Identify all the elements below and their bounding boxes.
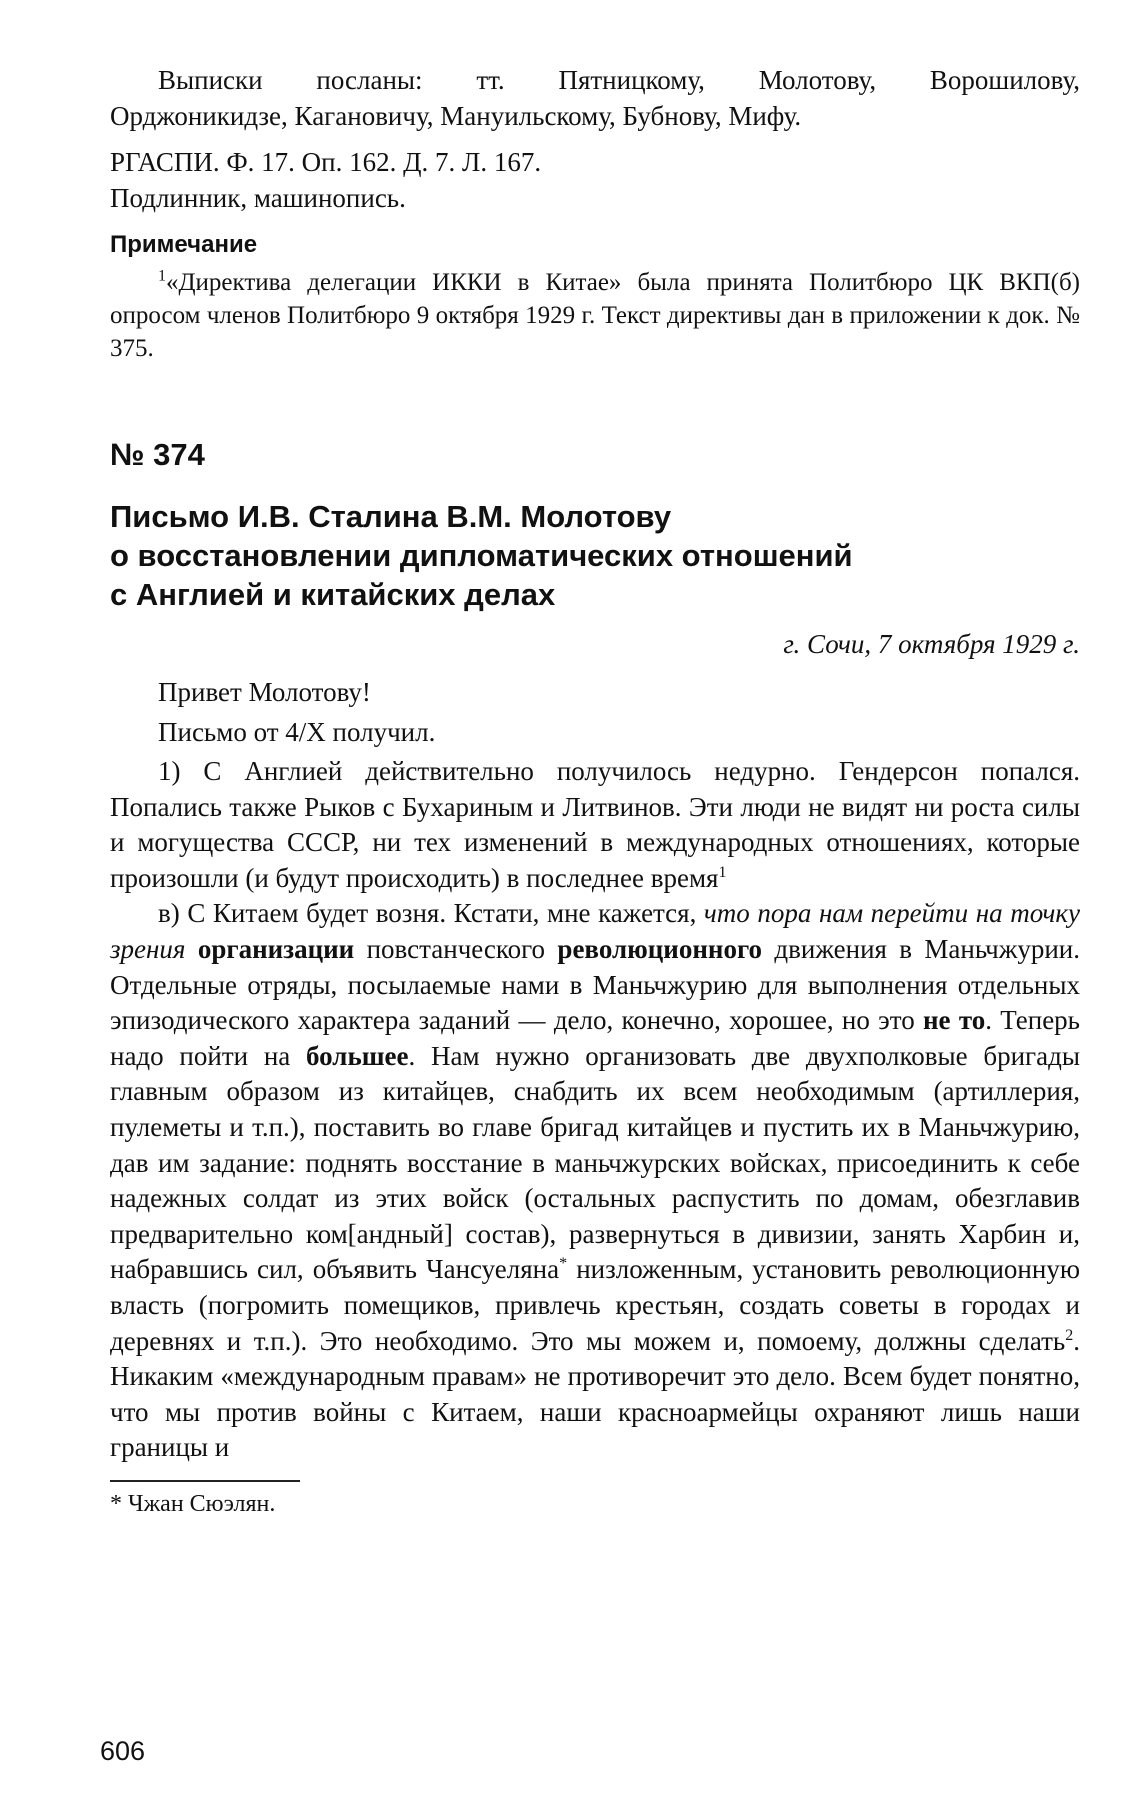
page-number: 606: [100, 1736, 146, 1766]
sent-to-line-1: Выписки посланы: тт. Пятницкому, Молотову, Ворошилову,: [158, 65, 1080, 95]
letter-body: [110, 754, 1080, 1466]
footnote-text: Чжан Сюэлян.: [122, 1490, 276, 1517]
footnote-divider: [110, 1480, 300, 1482]
note-marker: 1: [158, 267, 166, 285]
sent-to-line-2: Орджоникидзе, Кагановичу, Мануильскому, Бубнову, Мифу.: [110, 101, 802, 131]
footnote-star: *: [559, 1255, 568, 1273]
title-line-3: с Англией и китайских делах: [110, 577, 556, 612]
document-title: [110, 497, 1080, 614]
archive-reference: РГАСПИ. Ф. 17. Оп. 162. Д. 7. Л. 167.: [110, 147, 542, 177]
china-end: . Никаким «международным правам» не противоречит это дело. Всем будет понятно, что мы против войны с Китаем, наши красноармейцы охраняют лишь наши границы и: [110, 1325, 1080, 1463]
document-number: № 374: [110, 437, 205, 472]
note-heading: Примечание: [110, 231, 258, 258]
ref-marker-2: 2: [1065, 1326, 1074, 1344]
paragraph-england: [110, 754, 1080, 896]
note-text: [110, 266, 1080, 365]
letter-received: Письмо от 4/Х получил.: [158, 717, 436, 747]
paragraph-england-text: 1) С Англией действительно получилось недурно. Гендерсон попался. Попались также Рыков с Бухариным и Литвинов. Эти люди не видят ни роста силы и могущества СССР, ни тех изменений в международных отношениях, которые произошли (и будут происходить) в последнее время: [110, 756, 1080, 893]
bold-organization: организации: [197, 933, 355, 964]
bold-revolutionary: революционного: [557, 933, 763, 964]
footnote: [110, 1488, 1080, 1520]
china-mid-5: низложенным, установить революционную власть (погромить помещиков, привлечь крестьян, создать советы в городах и деревнях и т.п.). Это необходимо. Это мы можем и, помоему, должны сделать: [110, 1254, 1081, 1356]
bold-bigger: большее: [306, 1040, 409, 1071]
dateline: г. Сочи, 7 октября 1929 г.: [783, 629, 1080, 659]
paragraph-china: [110, 896, 1080, 1466]
china-space: [185, 934, 197, 964]
china-mid-3: . Теперь надо пойти на: [110, 1005, 1080, 1071]
note-body: «Директива делегации ИККИ в Китае» была принята Политбюро ЦК ВКП(б) опросом членов Политбюро 9 октября 1929 г. Текст директивы дан в приложении к док. № 375.: [110, 269, 1080, 362]
china-emphasis: что пора нам перейти на точку зрения: [110, 898, 1080, 964]
china-mid-1: повстанческого: [354, 933, 558, 964]
title-line-1: Письмо И.В. Сталина В.М. Молотову: [110, 499, 672, 534]
title-line-2: о восстановлении дипломатических отношений: [110, 538, 853, 573]
original-note: Подлинник, машинопись.: [110, 183, 406, 213]
page-content: [110, 62, 1080, 1520]
ref-marker-1: 1: [718, 863, 727, 881]
china-mid-2: движения в Маньчжурии. Отдельные отряды, посылаемые нами в Маньчжурию для выполнения отдельных эпизодического характера заданий — дело, конечно, хорошее, но это: [110, 933, 1080, 1036]
china-start: в) С Китаем будет возня. Кстати, мне кажется,: [158, 898, 704, 929]
bold-not-that: не то: [923, 1005, 986, 1036]
footnote-marker: *: [110, 1490, 122, 1517]
greeting: Привет Молотову!: [158, 677, 371, 707]
china-mid-4: . Нам нужно организовать две двухполковые бригады главным образом из китайцев, снабдить их всем необходимым (артиллерия, пулеметы и т.п.), поставить во главе бригад китайцев и пустить их в Маньчжурию, дав им задание: поднять восстание в маньчжурских войсках, присоединить к себе надежных солдат из этих войск (остальных распустить по домам, обезглавив предварительно ком[андный] состав), развернуться в дивизии, занять Харбин и, набравшись сил, объявить Чансуеляна: [110, 1040, 1080, 1285]
